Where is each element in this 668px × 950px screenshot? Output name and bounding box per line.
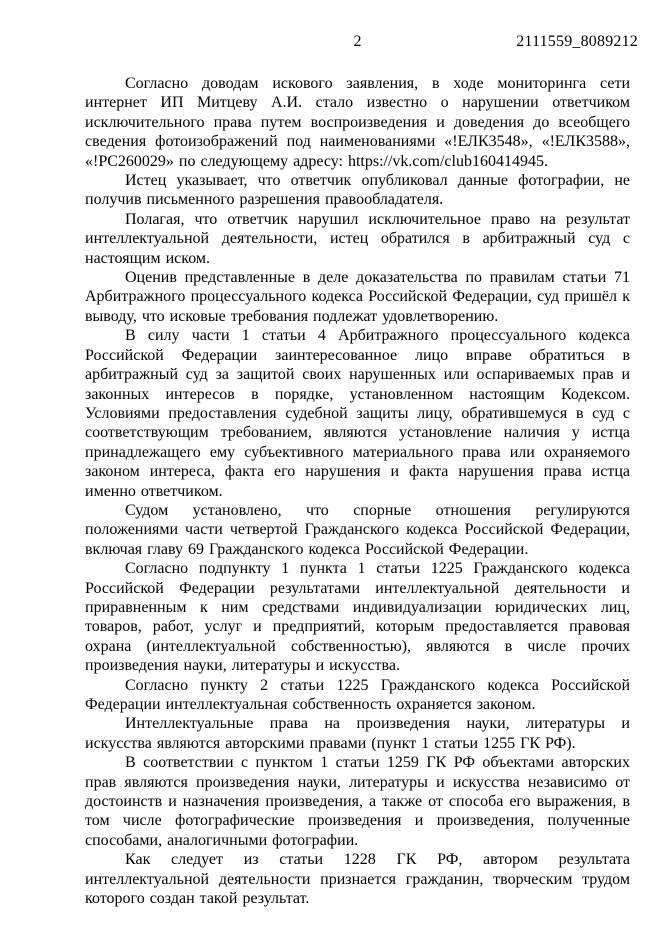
paragraph: Интеллектуальные права на произведения науки, литературы и искусства являются авторскими правами (пункт 1 статьи 1255 ГК РФ). <box>85 715 630 752</box>
paragraph: В силу части 1 статьи 4 Арбитражного процессуального кодекса Российской Федерации заинтересованное лицо вправе обратиться в арбитражный суд за защитой своих нарушенных или оспариваемых прав и законных интересов в порядке, установленном настоящим Кодексом. Условиями предоставления судебной защиты лицу, обратившемуся в суд с соответствующим требованием, являются установление наличия у истца принадлежащего ему субъективного материального права или охраняемого законом интереса, факта его нарушения и факта нарушения права истца именно ответчиком. <box>85 327 630 500</box>
page-number: 2 <box>353 33 362 50</box>
paragraph: Согласно доводам искового заявления, в ходе мониторинга сети интернет ИП Митцеву А.И. стало известно о нарушении ответчиком исключительного права путем воспроизведения и доведения до всеобщего сведения фотоизображений под наименованиями «!ЕЛК3548», «!ЕЛК3588», «!PC260029» по следующему адресу: https://vk.com/club160414945. <box>85 75 630 170</box>
page-header <box>85 32 638 52</box>
document-id: 2111559_8089212 <box>516 33 638 50</box>
document-body <box>85 74 630 908</box>
paragraph: Истец указывает, что ответчик опубликовал данные фотографии, не получив письменного разрешения правообладателя. <box>85 172 630 209</box>
paragraph: Оценив представленные в деле доказательства по правилам статьи 71 Арбитражного процессуального кодекса Российской Федерации, суд пришёл к выводу, что исковые требования подлежат удовлетворению. <box>85 269 630 325</box>
paragraph: Согласно пункту 2 статьи 1225 Гражданского кодекса Российской Федерации интеллектуальная собственность охраняется законом. <box>85 676 630 713</box>
paragraph: Полагая, что ответчик нарушил исключительное право на результат интеллектуальной деятельности, истец обратился в арбитражный суд с настоящим иском. <box>85 210 630 267</box>
paragraph: Согласно подпункту 1 пункта 1 статьи 1225 Гражданского кодекса Российской Федерации результатами интеллектуальной деятельности и приравненным к ним средствами индивидуализации юридических лиц, товаров, работ, услуг и предприятий, которым предоставляется правовая охрана (интеллектуальной собственностью), являются в числе прочих произведения науки, литературы и искусства. <box>85 560 630 675</box>
paragraph: В соответствии с пунктом 1 статьи 1259 ГК РФ объектами авторских прав являются произведения науки, литературы и искусства независимо от достоинств и назначения произведения, а также от способа его выражения, в том числе фотографические произведения и произведения, полученные способами, аналогичными фотографии. <box>85 754 630 849</box>
paragraph: Как следует из статьи 1228 ГК РФ, автором результата интеллектуальной деятельности признается гражданин, творческим трудом которого создан такой результат. <box>85 851 630 908</box>
paragraph: Судом установлено, что спорные отношения регулируются положениями части четвертой Гражданского кодекса Российской Федерации, включая главу 69 Гражданского кодекса Российской Федерации. <box>85 501 630 558</box>
